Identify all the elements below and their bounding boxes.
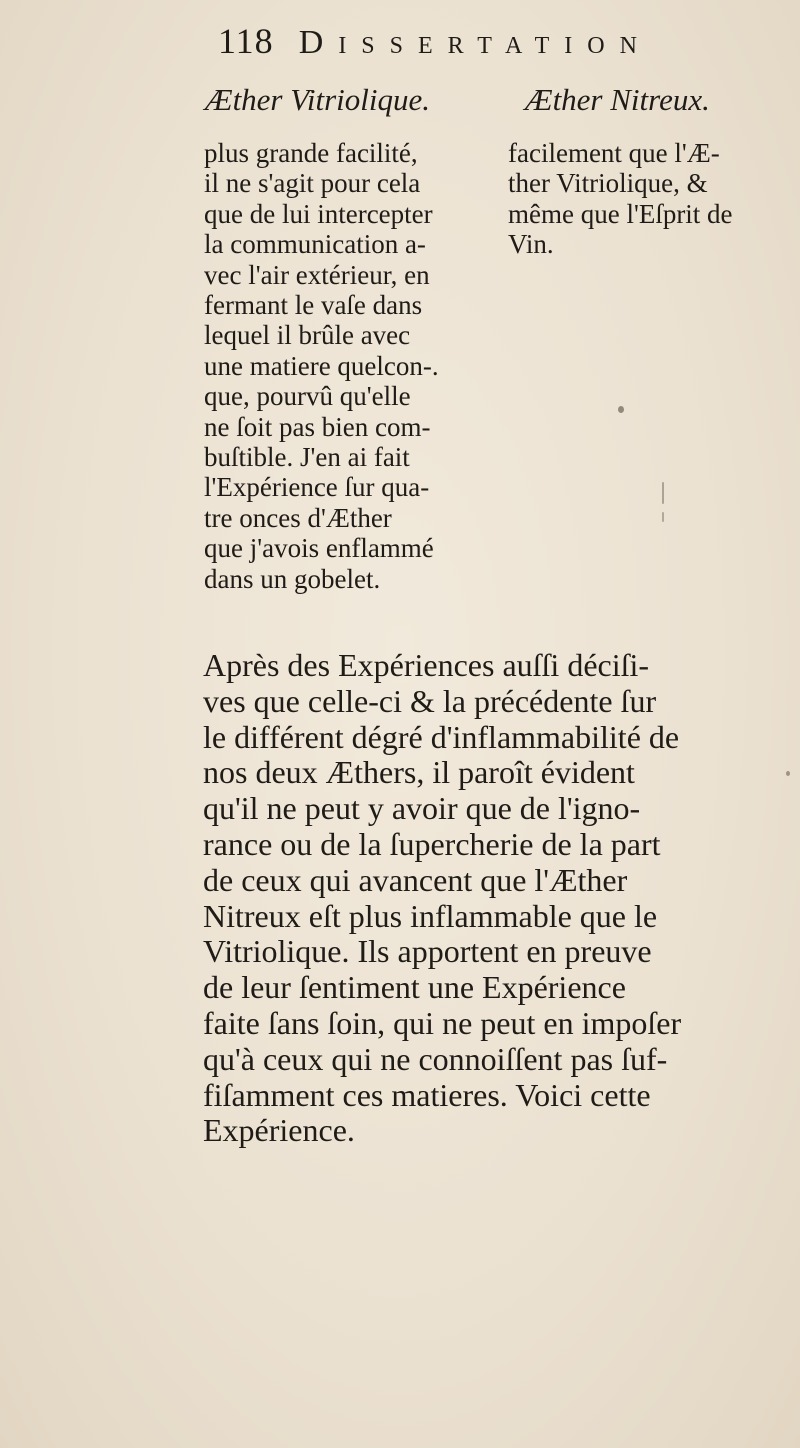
left-column-line: tre onces d'Æther	[204, 502, 392, 533]
left-column-line: fermant le vaſe dans	[204, 290, 423, 321]
paragraph-line: rance ou de la ſupercherie de la part	[203, 825, 661, 862]
left-column-line: que de lui intercepter	[204, 198, 433, 229]
left-column-line: buſtible. J'en ai fait	[204, 442, 410, 473]
ink-speck	[786, 771, 790, 776]
paragraph-line: Vitriolique. Ils apportent en preuve	[203, 933, 652, 970]
paragraph-line: qu'à ceux qui ne connoiſſent pas ſuf-	[203, 1040, 668, 1077]
paragraph-line: ves que celle-ci & la précédente ſur	[203, 682, 657, 719]
left-column-line: vec l'air extérieur, en	[204, 259, 430, 290]
paragraph-line: Expérience.	[203, 1112, 355, 1149]
paragraph-line: nos deux Æthers, il paroît évident	[203, 754, 635, 791]
ink-speck	[618, 406, 624, 413]
left-column-heading: Æther Vitriolique.	[205, 82, 431, 117]
ink-speck	[662, 482, 664, 504]
left-column-line: l'Expérience ſur qua-	[204, 472, 430, 503]
right-column-heading: Æther Nitreux.	[525, 82, 710, 117]
right-column-line: facilement que l'Æ-	[508, 138, 720, 168]
left-column-line: ne ſoit pas bien com-	[204, 411, 431, 442]
right-column-line: même que l'Eſprit de	[508, 198, 733, 229]
left-column-line: la communication a-	[204, 229, 426, 260]
left-column-line: dans un gobelet.	[204, 563, 381, 594]
paragraph-line: faite ſans ſoin, qui ne peut en impoſer	[203, 1004, 682, 1041]
left-column-line: que j'avois enflammé	[204, 533, 434, 564]
paragraph-line: Nitreux eſt plus inflammable que le	[203, 897, 658, 934]
paragraph-line: de leur ſentiment une Expérience	[203, 969, 626, 1006]
paragraph-line: Après des Expériences auſſi déciſi-	[203, 647, 650, 683]
left-column-line: lequel il brûle avec	[204, 320, 411, 351]
left-column-line: plus grande facilité,	[204, 138, 418, 168]
left-column-line: il ne s'agit pour cela	[204, 168, 421, 199]
left-column-line: que, pourvû qu'elle	[204, 381, 411, 412]
main-paragraph	[203, 648, 773, 1149]
running-title: Dissertation	[298, 24, 652, 61]
left-column-line: une matiere quelcon-.	[204, 350, 439, 381]
ink-speck	[662, 512, 664, 522]
paragraph-line: qu'il ne peut y avoir que de l'igno-	[203, 790, 641, 827]
page-header	[218, 20, 738, 80]
paragraph-line: le différent dégré d'inflammabilité de	[203, 718, 680, 755]
paragraph-line: de ceux qui avancent que l'Æther	[203, 861, 628, 898]
left-column-text	[204, 138, 494, 594]
right-column-text	[508, 138, 798, 260]
right-column-line: Vin.	[508, 229, 554, 260]
right-column-line: ther Vitriolique, &	[508, 168, 708, 199]
page-number: 118	[218, 21, 274, 61]
paragraph-line: fiſamment ces matieres. Voici cette	[203, 1076, 651, 1113]
